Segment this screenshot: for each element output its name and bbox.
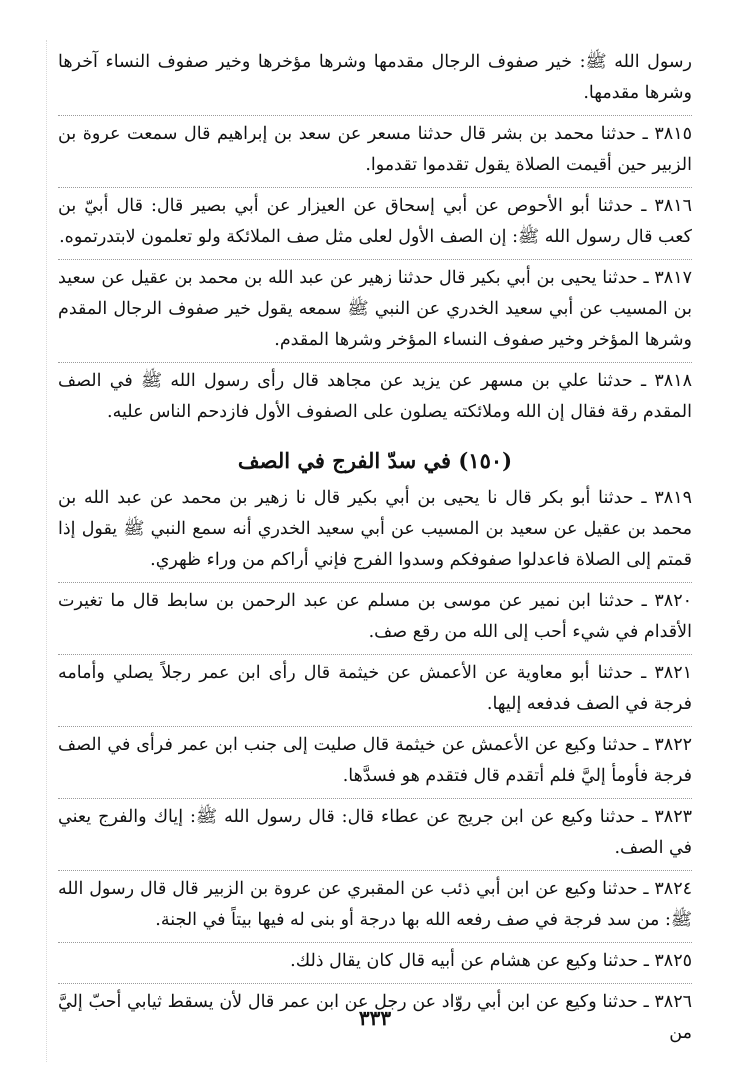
page-number: ٣٣٣ bbox=[358, 1006, 392, 1030]
hadith-3823: ٣٨٢٣ ـ حدثنا وكيع عن ابن جريج عن عطاء قال: قال رسول الله ﷺ: إياك والفرج يعني في الصف. bbox=[58, 799, 692, 871]
hadith-3825: ٣٨٢٥ ـ حدثنا وكيع عن هشام عن أبيه قال كان يقال ذلك. bbox=[58, 943, 692, 984]
hadith-3822: ٣٨٢٢ ـ حدثنا وكيع عن الأعمش عن خيثمة قال صليت إلى جنب ابن عمر فرأى في الصف فرجة فأومأ إليَّ فلم أتقدم قال فتقدم هو فسدَّها. bbox=[58, 727, 692, 799]
hadith-3818: ٣٨١٨ ـ حدثنا علي بن مسهر عن يزيد عن مجاهد قال رأى رسول الله ﷺ في الصف المقدم رقة فقال إن الله وملائكته يصلون على الصفوف الأول فازدحم الناس عليه. bbox=[58, 371, 692, 422]
hadith-3820: ٣٨٢٠ ـ حدثنا ابن نمير عن موسى بن مسلم عن عبد الرحمن بن سابط قال ما تغيرت الأقدام في شيء أحب إلى الله من رقع صف. bbox=[58, 583, 692, 655]
hadith-3815: ٣٨١٥ ـ حدثنا محمد بن بشر قال حدثنا مسعر عن سعد بن إبراهيم قال سمعت عروة بن الزبير حين أقيمت الصلاة يقول تقدموا تقدموا. bbox=[58, 116, 692, 188]
hadith-3824: ٣٨٢٤ ـ حدثنا وكيع عن ابن أبي ذئب عن المقبري عن عروة بن الزبير قال قال رسول الله ﷺ: من سد فرجة في صف رفعه الله بها درجة أو بنى له فيها بيتاً في الجنة. bbox=[58, 871, 692, 943]
scan-edge-mark bbox=[46, 40, 47, 1062]
document-page bbox=[58, 44, 692, 1055]
continuation-text: رسول الله ﷺ: خير صفوف الرجال مقدمها وشرها مؤخرها وخير صفوف النساء آخرها وشرها مقدمها. bbox=[58, 44, 692, 116]
hadith-3817: ٣٨١٧ ـ حدثنا يحيى بن أبي بكير قال حدثنا زهير عن عبد الله بن محمد بن عقيل عن سعيد بن المسيب عن أبي سعيد الخدري عن النبي ﷺ سمعه يقول خير صفوف الرجال المقدم وشرها المؤخر وخير صفوف النساء المؤخر وشرها المقدم. bbox=[58, 260, 692, 363]
hadith-3819: ٣٨١٩ ـ حدثنا أبو بكر قال نا يحيى بن أبي بكير قال نا زهير بن محمد عن عبد الله بن محمد بن عقيل عن سعيد بن المسيب عن أبي سعيد الخدري أنه سمع النبي ﷺ يقول إذا قمتم إلى الصلاة فاعدلوا صفوفكم وسدوا الفرج فإني أراكم من وراء ظهري. bbox=[58, 480, 692, 583]
hadith-3821: ٣٨٢١ ـ حدثنا أبو معاوية عن الأعمش عن خيثمة قال رأى ابن عمر رجلاً يصلي وأمامه فرجة في الصف فدفعه إليها. bbox=[58, 655, 692, 727]
hadith-3816: ٣٨١٦ ـ حدثنا أبو الأحوص عن أبي إسحاق عن العيزار عن أبي بصير قال: قال أبيّ بن كعب قال رسول الله ﷺ: إن الصف الأول لعلى مثل صف الملائكة ولو تعلمون لابتدرتموه. bbox=[58, 188, 692, 260]
hadith-3826: ٣٨٢٦ ـ حدثنا وكيع عن ابن أبي روّاد عن رجل عن ابن عمر قال لأن يسقط ثيابي أحبّ إليَّ من bbox=[58, 992, 692, 1043]
chapter-heading: (١٥٠) في سدّ الفرج في الصف bbox=[237, 448, 513, 473]
